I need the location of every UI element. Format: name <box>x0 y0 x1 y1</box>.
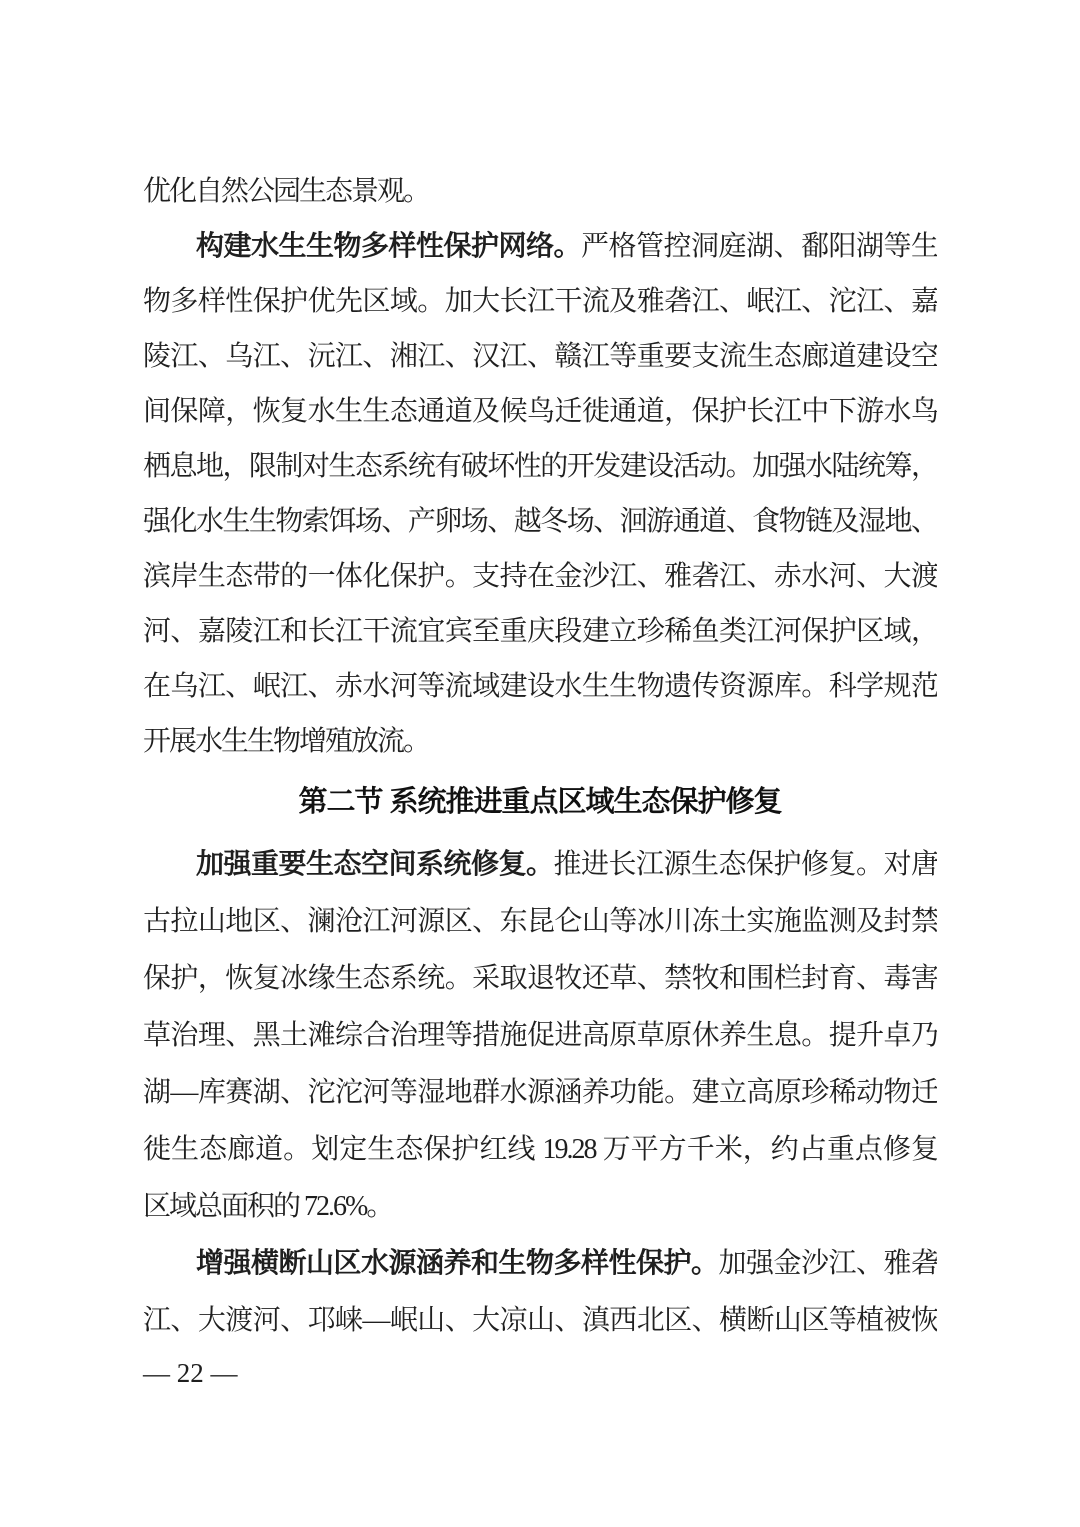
text-line <box>143 950 937 1007</box>
text-line <box>143 1064 937 1121</box>
body-text: 在乌江、岷江、赤水河等流域建设水生生物遗传资源库。科学规范 <box>143 671 937 702</box>
page-number: — 22 — <box>143 1358 238 1388</box>
body-text: 间保障，恢复水生生态通道及候鸟迁徙通道，保护长江中下游水鸟 <box>143 396 937 427</box>
body-text: 滨岸生态带的一体化保护。支持在金沙江、雅砻江、赤水河、大渡 <box>143 561 937 592</box>
text-line <box>143 549 937 604</box>
text-line <box>143 164 937 219</box>
paragraph <box>143 836 937 1235</box>
text-line <box>143 1121 937 1178</box>
body-text: 优化自然公园生态景观。 <box>143 176 430 207</box>
text-line <box>143 219 937 274</box>
body-text: 保护，恢复冰缘生态系统。采取退牧还草、禁牧和围栏封育、毒害 <box>143 963 937 994</box>
text-line <box>143 1007 937 1064</box>
text-line <box>143 893 937 950</box>
text-line <box>143 714 937 769</box>
paragraph <box>143 164 937 219</box>
paragraph-lead-text: 增强横断山区水源涵养和生物多样性保护。 <box>196 1248 719 1279</box>
section-heading: 第二节 系统推进重点区域生态保护修复 <box>298 786 782 818</box>
text-line <box>143 836 937 893</box>
body-text: 徙生态廊道。划定生态保护红线 19.28 万平方千米，约占重点修复 <box>143 1134 937 1165</box>
text-line <box>143 659 937 714</box>
paragraph-lead-text: 构建水生生物多样性保护网络。 <box>196 231 581 262</box>
body-text: 湖—库赛湖、沱沱河等湿地群水源涵养功能。建立高原珍稀动物迁 <box>143 1077 937 1108</box>
paragraph-lead-text: 加强重要生态空间系统修复。 <box>196 849 554 880</box>
text-line <box>143 494 937 549</box>
text-line <box>143 1292 937 1349</box>
text-line <box>143 439 937 494</box>
body-text: 加强金沙江、雅砻 <box>718 1248 937 1279</box>
body-text: 陵江、乌江、沅江、湘江、汉江、赣江等重要支流生态廊道建设空 <box>143 341 937 372</box>
body-text: 栖息地，限制对生态系统有破坏性的开发建设活动。加强水陆统筹， <box>143 451 937 482</box>
body-text: 物多样性保护优先区域。加大长江干流及雅砻江、岷江、沱江、嘉 <box>143 286 937 317</box>
paragraph <box>143 1235 937 1349</box>
body-text: 严格管控洞庭湖、鄱阳湖等生 <box>581 231 937 262</box>
body-text: 古拉山地区、澜沧江河源区、东昆仑山等冰川冻土实施监测及封禁 <box>143 906 937 937</box>
text-line <box>143 1178 937 1235</box>
text-line <box>143 384 937 439</box>
body-text: 开展水生生物增殖放流。 <box>143 726 430 757</box>
text-line <box>143 274 937 329</box>
text-line <box>143 1235 937 1292</box>
body-text: 推进长江源生态保护修复。对唐 <box>553 849 937 880</box>
document-body <box>143 164 937 1349</box>
body-text: 强化水生生物索饵场、产卵场、越冬场、洄游通道、食物链及湿地、 <box>143 506 937 537</box>
text-line <box>143 604 937 659</box>
body-text: 江、大渡河、邛崃—岷山、大凉山、滇西北区、横断山区等植被恢 <box>143 1305 937 1336</box>
paragraph <box>143 219 937 769</box>
body-text: 草治理、黑土滩综合治理等措施促进高原草原休养生息。提升卓乃 <box>143 1020 937 1051</box>
body-text: 区域总面积的 72.6%。 <box>143 1191 393 1222</box>
body-text: 河、嘉陵江和长江干流宜宾至重庆段建立珍稀鱼类江河保护区域， <box>143 616 937 647</box>
text-line <box>143 329 937 384</box>
